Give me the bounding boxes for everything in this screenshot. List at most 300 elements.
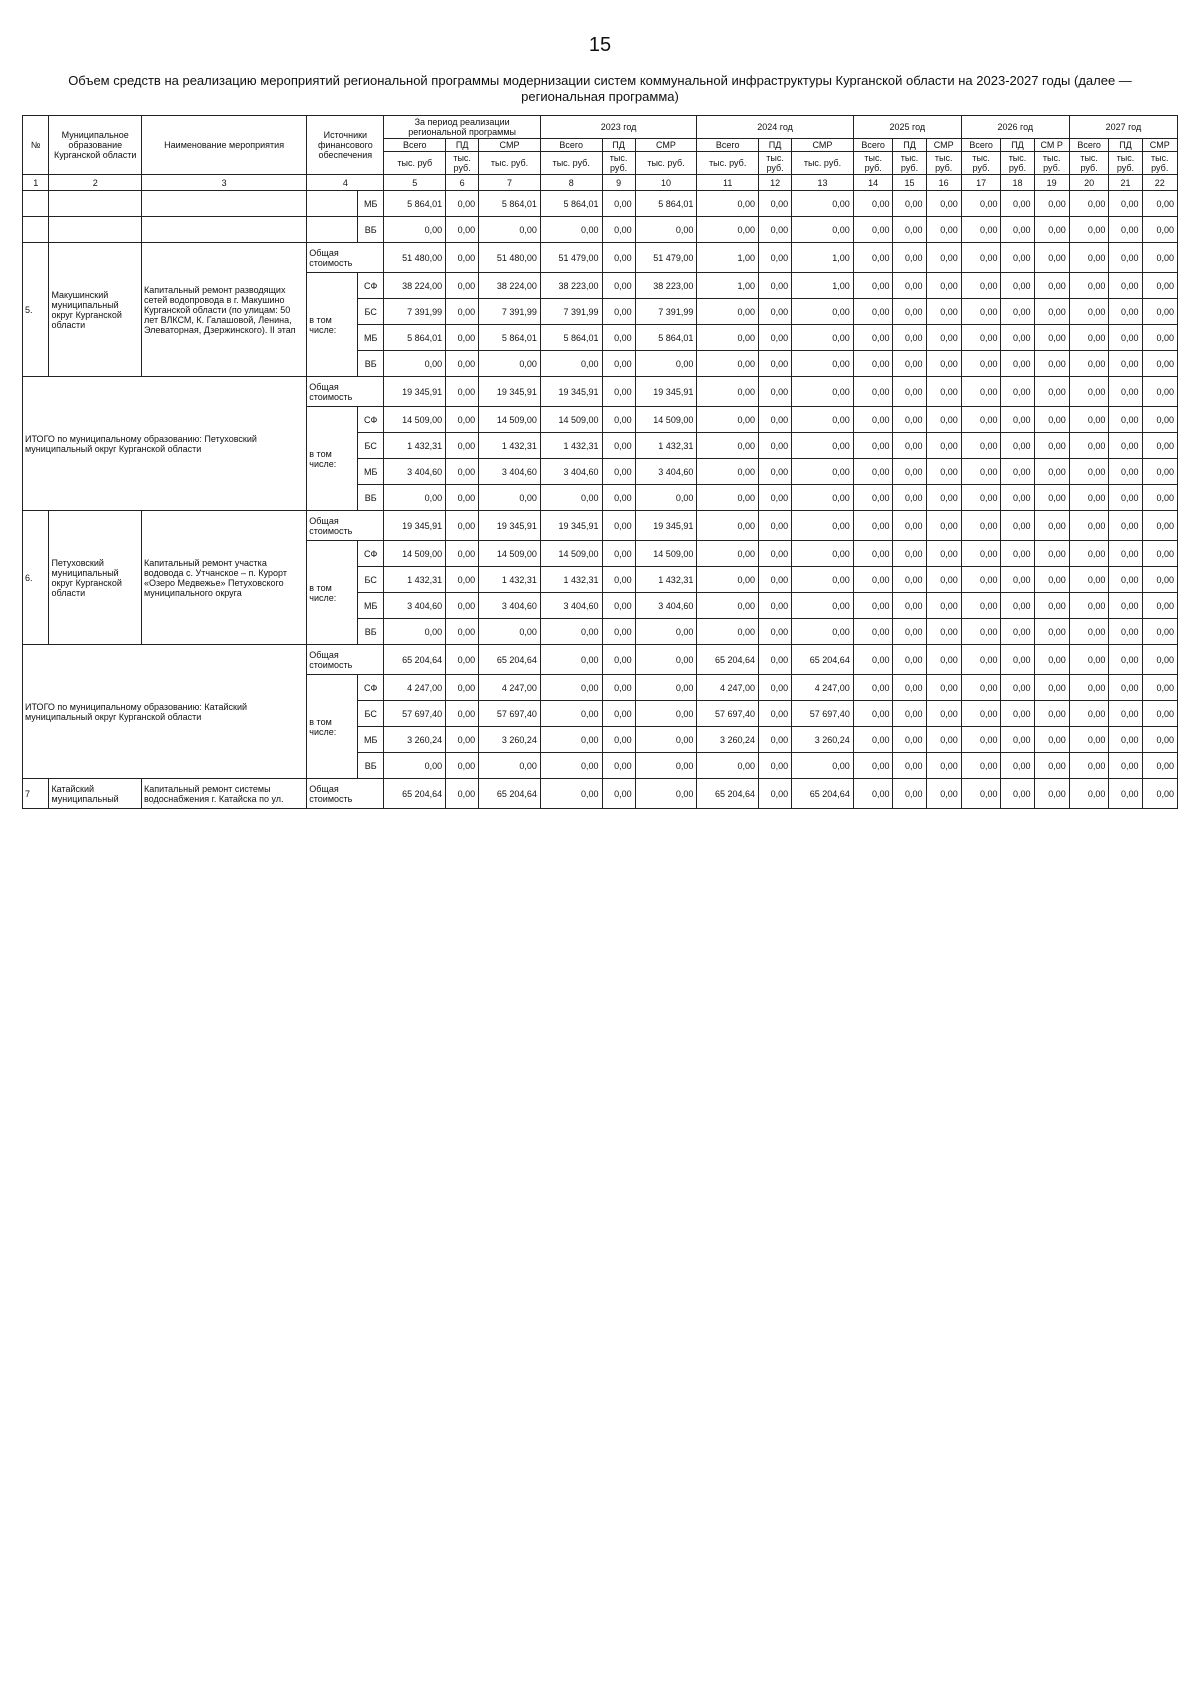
- value-cell: 1,00: [792, 273, 854, 299]
- value-cell: 0,00: [759, 433, 792, 459]
- value-cell: 0,00: [1069, 727, 1109, 753]
- source-code: СФ: [357, 675, 383, 701]
- value-cell: 0,00: [1034, 727, 1069, 753]
- source-code: СФ: [357, 407, 383, 433]
- subheader: Всего: [853, 139, 893, 152]
- source-code: МБ: [357, 191, 383, 217]
- item-number: 7: [23, 779, 49, 809]
- value-cell: 0,00: [446, 619, 479, 645]
- subheader: Всего: [697, 139, 759, 152]
- value-cell: 0,00: [893, 299, 926, 325]
- value-cell: 0,00: [893, 273, 926, 299]
- value-cell: 0,00: [853, 217, 893, 243]
- value-cell: 14 509,00: [479, 541, 541, 567]
- value-cell: 0,00: [1069, 779, 1109, 809]
- subheader: Всего: [961, 139, 1001, 152]
- value-cell: 5 864,01: [479, 325, 541, 351]
- value-cell: 0,00: [602, 511, 635, 541]
- value-cell: 0,00: [697, 485, 759, 511]
- value-cell: 0,00: [446, 727, 479, 753]
- value-cell: 0,00: [926, 619, 961, 645]
- value-cell: 0,00: [961, 407, 1001, 433]
- value-cell: 0,00: [479, 351, 541, 377]
- column-number: 13: [792, 175, 854, 191]
- value-cell: 0,00: [926, 727, 961, 753]
- subheader: СМР: [1142, 139, 1178, 152]
- value-cell: 0,00: [853, 619, 893, 645]
- value-cell: 0,00: [635, 619, 697, 645]
- value-cell: 0,00: [479, 619, 541, 645]
- value-cell: 0,00: [1069, 273, 1109, 299]
- value-cell: 0,00: [792, 407, 854, 433]
- value-cell: 0,00: [1142, 459, 1178, 485]
- value-cell: 3 404,60: [635, 593, 697, 619]
- value-cell: 0,00: [893, 485, 926, 511]
- value-cell: 0,00: [1034, 433, 1069, 459]
- header-municipality: Муниципальное образование Курганской области: [49, 116, 142, 175]
- source-code: МБ: [357, 727, 383, 753]
- value-cell: 0,00: [1001, 407, 1034, 433]
- value-cell: 5 864,01: [635, 191, 697, 217]
- value-cell: 0,00: [1109, 243, 1142, 273]
- value-cell: 14 509,00: [540, 407, 602, 433]
- value-cell: 0,00: [759, 567, 792, 593]
- column-number: 22: [1142, 175, 1178, 191]
- value-cell: 1 432,31: [540, 567, 602, 593]
- value-cell: 0,00: [540, 727, 602, 753]
- value-cell: 0,00: [1069, 243, 1109, 273]
- item-number: 6.: [23, 511, 49, 645]
- value-cell: 0,00: [1142, 619, 1178, 645]
- value-cell: 0,00: [961, 645, 1001, 675]
- value-cell: 0,00: [759, 351, 792, 377]
- value-cell: 0,00: [1034, 753, 1069, 779]
- value-cell: 0,00: [1034, 407, 1069, 433]
- total-cost-label: Общая стоимость: [307, 645, 384, 675]
- value-cell: 0,00: [697, 541, 759, 567]
- total-cost-label: Общая стоимость: [307, 511, 384, 541]
- value-cell: 0,00: [1069, 645, 1109, 675]
- value-cell: 0,00: [1001, 325, 1034, 351]
- value-cell: 0,00: [1001, 377, 1034, 407]
- value-cell: 0,00: [893, 511, 926, 541]
- subheader: Всего: [1069, 139, 1109, 152]
- empty-cell: [23, 217, 49, 243]
- value-cell: 0,00: [446, 567, 479, 593]
- value-cell: 0,00: [1034, 351, 1069, 377]
- municipality-name: Петуховский муниципальный округ Курганской области: [49, 511, 142, 645]
- unit-label: тыс. руб.: [759, 152, 792, 175]
- value-cell: 0,00: [893, 541, 926, 567]
- value-cell: 0,00: [1001, 191, 1034, 217]
- value-cell: 14 509,00: [479, 407, 541, 433]
- value-cell: 1 432,31: [479, 433, 541, 459]
- header-no: №: [23, 116, 49, 175]
- value-cell: 7 391,99: [540, 299, 602, 325]
- value-cell: 0,00: [1069, 675, 1109, 701]
- value-cell: 0,00: [1001, 217, 1034, 243]
- header-2023: 2023 год: [540, 116, 696, 139]
- value-cell: 0,00: [792, 593, 854, 619]
- value-cell: 0,00: [446, 675, 479, 701]
- value-cell: 1 432,31: [384, 433, 446, 459]
- value-cell: 4 247,00: [697, 675, 759, 701]
- column-number: 16: [926, 175, 961, 191]
- column-number: 7: [479, 175, 541, 191]
- value-cell: 0,00: [446, 701, 479, 727]
- value-cell: 0,00: [635, 779, 697, 809]
- value-cell: 0,00: [759, 407, 792, 433]
- value-cell: 0,00: [853, 779, 893, 809]
- value-cell: 0,00: [479, 485, 541, 511]
- value-cell: 0,00: [1001, 243, 1034, 273]
- value-cell: 0,00: [926, 191, 961, 217]
- value-cell: 0,00: [926, 485, 961, 511]
- value-cell: 0,00: [1001, 485, 1034, 511]
- value-cell: 0,00: [893, 593, 926, 619]
- value-cell: 0,00: [1109, 753, 1142, 779]
- value-cell: 0,00: [635, 217, 697, 243]
- value-cell: 0,00: [759, 541, 792, 567]
- subheader: Всего: [384, 139, 446, 152]
- value-cell: 0,00: [961, 779, 1001, 809]
- value-cell: 0,00: [1142, 779, 1178, 809]
- value-cell: 0,00: [635, 351, 697, 377]
- value-cell: 0,00: [853, 727, 893, 753]
- header-2025: 2025 год: [853, 116, 961, 139]
- value-cell: 0,00: [602, 243, 635, 273]
- value-cell: 65 204,64: [697, 779, 759, 809]
- source-code: СФ: [357, 541, 383, 567]
- value-cell: 0,00: [792, 217, 854, 243]
- column-number: 15: [893, 175, 926, 191]
- value-cell: 14 509,00: [635, 407, 697, 433]
- value-cell: 0,00: [635, 675, 697, 701]
- header-2024: 2024 год: [697, 116, 853, 139]
- value-cell: 0,00: [1034, 511, 1069, 541]
- value-cell: 1,00: [697, 243, 759, 273]
- value-cell: 0,00: [1142, 191, 1178, 217]
- value-cell: 4 247,00: [384, 675, 446, 701]
- value-cell: 0,00: [926, 407, 961, 433]
- value-cell: 0,00: [926, 273, 961, 299]
- value-cell: 5 864,01: [540, 191, 602, 217]
- value-cell: 3 260,24: [384, 727, 446, 753]
- value-cell: 0,00: [893, 325, 926, 351]
- unit-label: тыс. руб.: [853, 152, 893, 175]
- value-cell: 0,00: [926, 433, 961, 459]
- value-cell: 0,00: [961, 675, 1001, 701]
- subheader: ПД: [759, 139, 792, 152]
- table-row: [23, 191, 1178, 217]
- value-cell: 0,00: [1109, 511, 1142, 541]
- value-cell: 0,00: [926, 645, 961, 675]
- value-cell: 0,00: [446, 351, 479, 377]
- value-cell: 0,00: [697, 567, 759, 593]
- value-cell: 0,00: [446, 511, 479, 541]
- table-row: [23, 645, 1178, 675]
- value-cell: 0,00: [446, 645, 479, 675]
- value-cell: 3 404,60: [540, 593, 602, 619]
- value-cell: 0,00: [759, 459, 792, 485]
- value-cell: 0,00: [1109, 299, 1142, 325]
- value-cell: 0,00: [792, 351, 854, 377]
- value-cell: 0,00: [1109, 675, 1142, 701]
- value-cell: 0,00: [446, 753, 479, 779]
- value-cell: 0,00: [384, 351, 446, 377]
- item-number: 5.: [23, 243, 49, 377]
- header-period: За период реализации региональной программы: [384, 116, 540, 139]
- value-cell: 0,00: [1142, 351, 1178, 377]
- value-cell: 0,00: [759, 779, 792, 809]
- including-label: в том числе:: [307, 407, 358, 511]
- unit-label: тыс. руб.: [697, 152, 759, 175]
- header-2027: 2027 год: [1069, 116, 1177, 139]
- unit-label: тыс. руб.: [1034, 152, 1069, 175]
- value-cell: 0,00: [1034, 325, 1069, 351]
- value-cell: 0,00: [1001, 273, 1034, 299]
- value-cell: 0,00: [961, 299, 1001, 325]
- itogo-label: ИТОГО по муниципальному образованию: Петуховский муниципальный округ Курганской области: [23, 377, 307, 511]
- value-cell: 0,00: [635, 485, 697, 511]
- value-cell: 0,00: [1142, 541, 1178, 567]
- value-cell: 0,00: [1034, 459, 1069, 485]
- subheader: ПД: [602, 139, 635, 152]
- value-cell: 0,00: [926, 567, 961, 593]
- empty-cell: [307, 217, 358, 243]
- value-cell: 0,00: [961, 433, 1001, 459]
- value-cell: 0,00: [1001, 753, 1034, 779]
- value-cell: 0,00: [961, 485, 1001, 511]
- value-cell: 0,00: [792, 485, 854, 511]
- unit-label: тыс. руб.: [602, 152, 635, 175]
- value-cell: 0,00: [697, 377, 759, 407]
- source-code: ВБ: [357, 753, 383, 779]
- value-cell: 38 223,00: [540, 273, 602, 299]
- value-cell: 57 697,40: [792, 701, 854, 727]
- financing-table: [22, 115, 1178, 809]
- value-cell: 0,00: [1034, 299, 1069, 325]
- column-number: 12: [759, 175, 792, 191]
- value-cell: 0,00: [1142, 217, 1178, 243]
- value-cell: 0,00: [1142, 273, 1178, 299]
- value-cell: 0,00: [792, 619, 854, 645]
- value-cell: 0,00: [961, 727, 1001, 753]
- value-cell: 0,00: [1109, 325, 1142, 351]
- value-cell: 0,00: [926, 243, 961, 273]
- unit-label: тыс. руб: [384, 152, 446, 175]
- value-cell: 65 204,64: [792, 779, 854, 809]
- value-cell: 0,00: [759, 619, 792, 645]
- value-cell: 0,00: [926, 701, 961, 727]
- value-cell: 0,00: [759, 325, 792, 351]
- unit-label: тыс. руб.: [540, 152, 602, 175]
- value-cell: 0,00: [759, 675, 792, 701]
- empty-cell: [141, 191, 306, 217]
- value-cell: 0,00: [926, 217, 961, 243]
- value-cell: 0,00: [792, 433, 854, 459]
- value-cell: 0,00: [1069, 459, 1109, 485]
- value-cell: 38 223,00: [635, 273, 697, 299]
- value-cell: 0,00: [1069, 351, 1109, 377]
- unit-label: тыс. руб.: [893, 152, 926, 175]
- value-cell: 0,00: [926, 377, 961, 407]
- value-cell: 0,00: [1001, 675, 1034, 701]
- measure-name: Капитальный ремонт системы водоснабжения г. Катайска по ул.: [141, 779, 306, 809]
- value-cell: 0,00: [1001, 593, 1034, 619]
- value-cell: 0,00: [1069, 407, 1109, 433]
- value-cell: 0,00: [1109, 459, 1142, 485]
- column-number-row: [23, 175, 1178, 191]
- empty-cell: [23, 191, 49, 217]
- source-code: ВБ: [357, 351, 383, 377]
- value-cell: 0,00: [961, 619, 1001, 645]
- column-number: 18: [1001, 175, 1034, 191]
- municipality-name: Катайский муниципальный: [49, 779, 142, 809]
- value-cell: 0,00: [1109, 567, 1142, 593]
- table-header: [23, 116, 1178, 191]
- value-cell: 0,00: [1001, 727, 1034, 753]
- value-cell: 0,00: [853, 701, 893, 727]
- value-cell: 0,00: [540, 645, 602, 675]
- value-cell: 14 509,00: [540, 541, 602, 567]
- value-cell: 65 204,64: [479, 645, 541, 675]
- value-cell: 0,00: [759, 377, 792, 407]
- value-cell: 0,00: [602, 567, 635, 593]
- total-cost-label: Общая стоимость: [307, 779, 384, 809]
- value-cell: 0,00: [384, 753, 446, 779]
- value-cell: 0,00: [926, 675, 961, 701]
- value-cell: 0,00: [697, 191, 759, 217]
- value-cell: 0,00: [1109, 779, 1142, 809]
- value-cell: 5 864,01: [479, 191, 541, 217]
- value-cell: 1,00: [792, 243, 854, 273]
- unit-label: тыс. руб.: [792, 152, 854, 175]
- value-cell: 0,00: [759, 645, 792, 675]
- value-cell: 0,00: [853, 351, 893, 377]
- measure-name: Капитальный ремонт разводящих сетей водопровода в г. Макушино Курганской области (по улицам: 50 лет ВЛКСМ, К. Галашовой, Ленина, Элеваторная, Дзержинского). II этап: [141, 243, 306, 377]
- value-cell: 0,00: [1034, 243, 1069, 273]
- value-cell: 19 345,91: [384, 511, 446, 541]
- value-cell: 0,00: [853, 485, 893, 511]
- value-cell: 0,00: [602, 407, 635, 433]
- value-cell: 0,00: [1142, 753, 1178, 779]
- unit-label: тыс. руб.: [479, 152, 541, 175]
- value-cell: 0,00: [926, 299, 961, 325]
- value-cell: 0,00: [697, 351, 759, 377]
- value-cell: 0,00: [1034, 675, 1069, 701]
- value-cell: 0,00: [893, 459, 926, 485]
- column-number: 10: [635, 175, 697, 191]
- value-cell: 0,00: [479, 217, 541, 243]
- value-cell: 0,00: [1001, 299, 1034, 325]
- value-cell: 0,00: [1034, 541, 1069, 567]
- value-cell: 0,00: [697, 325, 759, 351]
- source-code: ВБ: [357, 619, 383, 645]
- value-cell: 0,00: [853, 675, 893, 701]
- value-cell: 0,00: [893, 675, 926, 701]
- value-cell: 0,00: [446, 779, 479, 809]
- value-cell: 0,00: [602, 377, 635, 407]
- value-cell: 0,00: [792, 511, 854, 541]
- value-cell: 19 345,91: [540, 511, 602, 541]
- value-cell: 0,00: [1034, 593, 1069, 619]
- value-cell: 0,00: [697, 459, 759, 485]
- value-cell: 0,00: [540, 753, 602, 779]
- value-cell: 0,00: [853, 511, 893, 541]
- value-cell: 0,00: [384, 619, 446, 645]
- value-cell: 0,00: [602, 541, 635, 567]
- table-row: [23, 779, 1178, 809]
- value-cell: 0,00: [697, 217, 759, 243]
- value-cell: 0,00: [893, 701, 926, 727]
- column-number: 8: [540, 175, 602, 191]
- value-cell: 0,00: [1069, 753, 1109, 779]
- table-body: [23, 191, 1178, 809]
- value-cell: 0,00: [540, 217, 602, 243]
- value-cell: 14 509,00: [384, 407, 446, 433]
- value-cell: 0,00: [697, 407, 759, 433]
- value-cell: 0,00: [1069, 511, 1109, 541]
- value-cell: 0,00: [446, 299, 479, 325]
- table-row: [23, 217, 1178, 243]
- value-cell: 0,00: [1069, 433, 1109, 459]
- value-cell: 0,00: [1069, 701, 1109, 727]
- value-cell: 0,00: [961, 351, 1001, 377]
- source-code: ВБ: [357, 485, 383, 511]
- value-cell: 0,00: [540, 675, 602, 701]
- value-cell: 0,00: [926, 325, 961, 351]
- value-cell: 0,00: [446, 433, 479, 459]
- including-label: в том числе:: [307, 541, 358, 645]
- value-cell: 0,00: [759, 701, 792, 727]
- value-cell: 0,00: [446, 593, 479, 619]
- subheader: СМР: [792, 139, 854, 152]
- value-cell: 1 432,31: [384, 567, 446, 593]
- value-cell: 0,00: [961, 459, 1001, 485]
- value-cell: 0,00: [697, 593, 759, 619]
- value-cell: 0,00: [853, 191, 893, 217]
- unit-label: тыс. руб.: [1069, 152, 1109, 175]
- value-cell: 3 404,60: [635, 459, 697, 485]
- value-cell: 0,00: [893, 377, 926, 407]
- value-cell: 1 432,31: [635, 433, 697, 459]
- value-cell: 0,00: [446, 459, 479, 485]
- value-cell: 0,00: [893, 619, 926, 645]
- value-cell: 19 345,91: [384, 377, 446, 407]
- value-cell: 0,00: [893, 433, 926, 459]
- value-cell: 0,00: [1001, 351, 1034, 377]
- subheader: ПД: [893, 139, 926, 152]
- column-number: 11: [697, 175, 759, 191]
- value-cell: 0,00: [1109, 191, 1142, 217]
- value-cell: 0,00: [479, 753, 541, 779]
- value-cell: 3 404,60: [384, 459, 446, 485]
- value-cell: 19 345,91: [635, 377, 697, 407]
- value-cell: 0,00: [792, 325, 854, 351]
- value-cell: 0,00: [792, 753, 854, 779]
- value-cell: 3 260,24: [697, 727, 759, 753]
- municipality-name: Макушинский муниципальный округ Курганской области: [49, 243, 142, 377]
- value-cell: 0,00: [853, 377, 893, 407]
- value-cell: 0,00: [1034, 645, 1069, 675]
- value-cell: 1 432,31: [479, 567, 541, 593]
- value-cell: 0,00: [893, 191, 926, 217]
- value-cell: 0,00: [1069, 567, 1109, 593]
- header-2026: 2026 год: [961, 116, 1069, 139]
- value-cell: 0,00: [853, 273, 893, 299]
- value-cell: 0,00: [961, 701, 1001, 727]
